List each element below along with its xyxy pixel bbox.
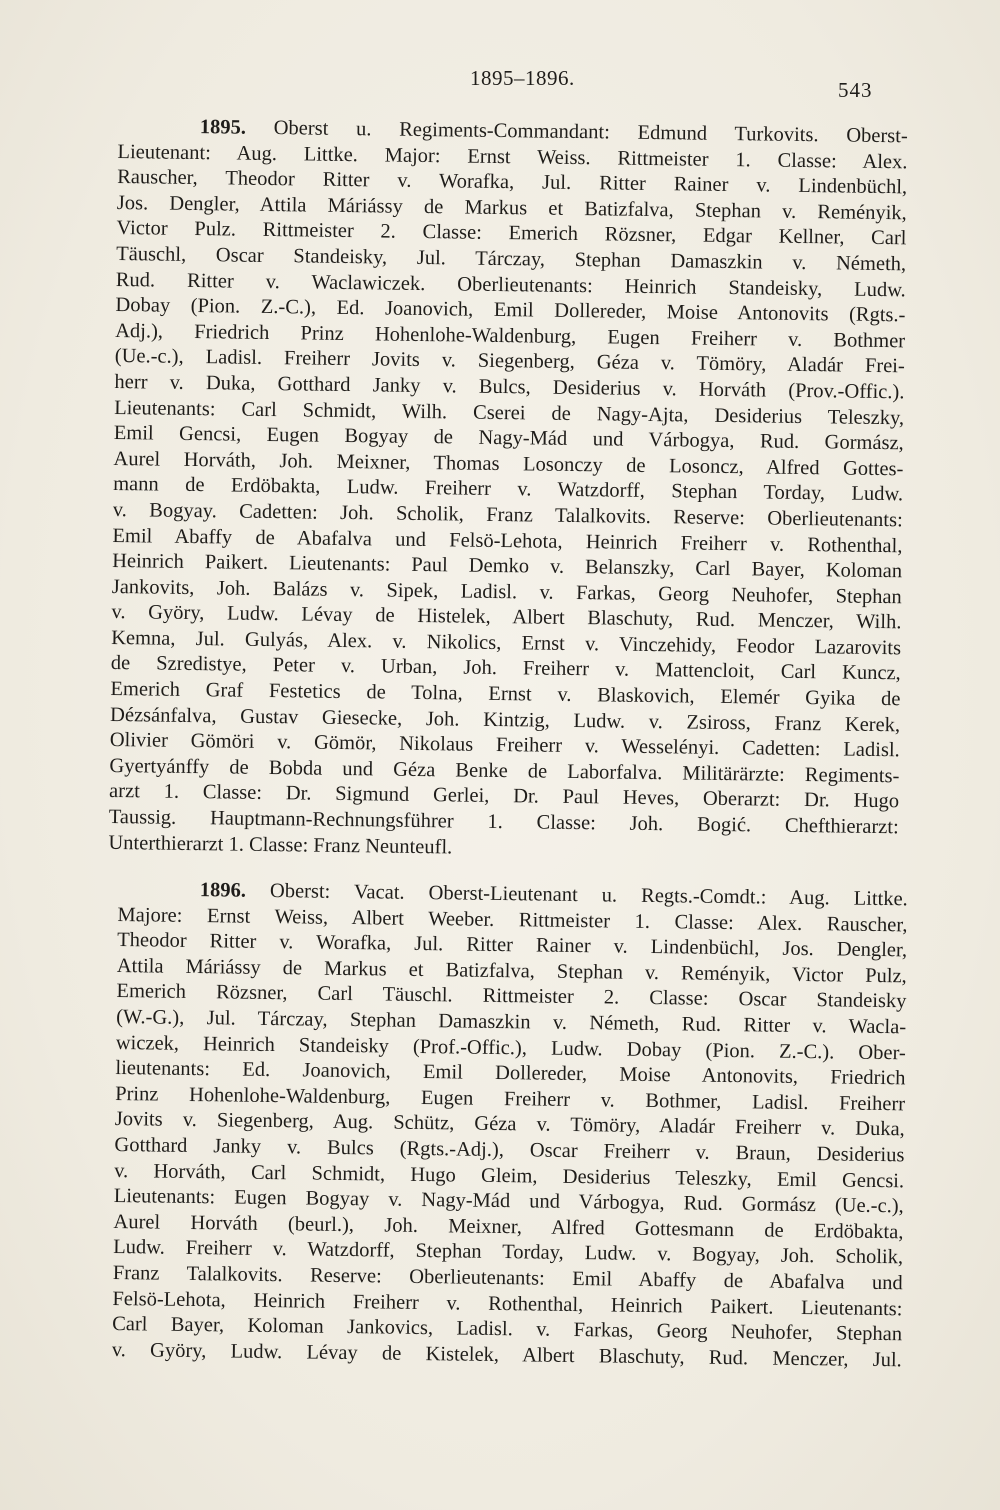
year-entry-1895: [108, 114, 908, 866]
page-number: 543: [838, 78, 873, 102]
text-line: arzt 1. Classe: Dr. Sigmund Gerlei, Dr. Paul Heves, Oberarzt: Dr. Hugo: [108, 780, 900, 813]
text-line: Adj.), Friedrich Prinz Hohenlohe-Waldenburg, Eugen Freiherr v. Bothmer: [115, 319, 906, 353]
text-line: Täuschl, Oscar Standeisky, Jul. Tárczay, Stephan Damaszkin v. Németh,: [116, 242, 907, 276]
text-line: Heinrich Paikert. Lieutenants: Paul Demko v. Belanszky, Carl Bayer, Koloman: [112, 550, 903, 583]
text-line: wiczek, Heinrich Standeisky (Prof.-Offic.), Ludw. Dobay (Pion. Z.-C.). Ober-: [115, 1031, 906, 1064]
text-line: (W.-G.), Jul. Tárczay, Stephan Damaszkin v. Németh, Rud. Ritter v. Wacla-: [116, 1005, 907, 1039]
text-line: Carl Bayer, Koloman Jankovics, Ladisl. v. Farkas, Georg Neuhofer, Stephan: [112, 1313, 903, 1346]
text-line: 1896. Oberst: Vacat. Oberst-Lieutenant u. Regts.-Comdt.: Aug. Littke.: [199, 879, 908, 911]
text-line: v. Horváth, Carl Schmidt, Hugo Gleim, Desiderius Teleszky, Emil Gencsi.: [114, 1159, 905, 1192]
text-line: Franz Talalkovits. Reserve: Oberlieutenants: Emil Abaffy de Abafalva und: [112, 1261, 903, 1295]
year-heading: 1896.: [199, 879, 247, 902]
text-line: lieutenants: Ed. Joanovich, Emil Dollereder, Moise Antonovits, Friedrich: [115, 1057, 906, 1090]
text-line: Olivier Gömöri v. Gömör, Nikolaus Freiherr v. Wesselényi. Cadetten: Ladisl.: [109, 729, 900, 762]
text-line: Emil Abaffy de Abafalva und Felsö-Lehota, Heinrich Freiherr v. Rothenthal,: [112, 524, 903, 557]
text-line: Unterthierarzt 1. Classe: Franz Neunteufl.: [108, 831, 453, 859]
text-line: Victor Pulz. Rittmeister 2. Classe: Emerich Rözsner, Edgar Kellner, Carl: [116, 217, 907, 250]
text-line: de Szredistye, Peter v. Urban, Joh. Freiherr v. Mattencloit, Carl Kuncz,: [110, 652, 901, 685]
text-line: Majore: Ernst Weiss, Albert Weeber. Rittmeister 1. Classe: Alex. Rauscher,: [117, 903, 908, 936]
text-line: Kemna, Jul. Gulyás, Alex. v. Nikolics, Ernst v. Vinczehidy, Feodor Lazarovits: [110, 626, 902, 660]
text-line: Jovits v. Siegenberg, Aug. Schütz, Géza v. Tömöry, Aladár Freiherr v. Duka,: [114, 1108, 905, 1141]
text-line: Emerich Graf Festetics de Tolna, Ernst v. Blaskovich, Elemér Gyika de: [110, 678, 901, 711]
text-line: Dobay (Pion. Z.-C.), Ed. Joanovich, Emil Dollereder, Moise Antonovits (Rgts.-: [115, 294, 906, 327]
text-line: Aurel Horváth (beurl.), Joh. Meixner, Alfred Gottesmann de Erdöbakta,: [113, 1210, 904, 1244]
text-line: herr v. Duka, Gotthard Janky v. Bulcs, Desiderius v. Horváth (Prov.-Offic.).: [114, 370, 905, 404]
text-line: Rud. Ritter v. Waclawiczek. Oberlieutenants: Heinrich Standeisky, Ludw.: [115, 268, 906, 301]
text-line: Lieutenant: Aug. Littke. Major: Ernst Weiss. Rittmeister 1. Classe: Alex.: [117, 140, 908, 173]
text-line: Jos. Dengler, Attila Máriássy de Markus et Batizfalva, Stephan v. Reményik,: [116, 191, 907, 225]
text-line: 1895. Oberst u. Regiments-Commandant: Edmund Turkovits. Oberst-: [199, 116, 908, 148]
text-line: Gyertyánffy de Bobda und Géza Benke de Laborfalva. Militärärzte: Regiments-: [109, 754, 900, 788]
text-line: mann de Erdöbakta, Ludw. Freiherr v. Watzdorff, Stephan Torday, Ludw.: [113, 473, 904, 506]
text-line: Jankovits, Joh. Balázs v. Sipek, Ladisl. v. Farkas, Georg Neuhofer, Stephan: [111, 575, 902, 608]
text-line: v. Györy, Ludw. Lévay de Kistelek, Albert Blaschuty, Rud. Menczer, Jul.: [111, 1338, 902, 1371]
running-head: [0, 66, 1000, 102]
year-heading: 1895.: [199, 116, 247, 139]
text-line: Taussig. Hauptmann-Rechnungsführer 1. Classe: Joh. Bogić. Chefthierarzt:: [108, 805, 899, 839]
text-line: Dézsánfalva, Gustav Giesecke, Joh. Kintzig, Ludw. v. Zsiross, Franz Kerek,: [109, 703, 901, 736]
text-line: Emil Gencsi, Eugen Bogyay de Nagy-Mád und Várbogya, Rud. Gormász,: [113, 422, 904, 455]
running-title: 1895–1896.: [470, 66, 575, 90]
text-line: v. Bogyay. Cadetten: Joh. Scholik, Franz Talalkovits. Reserve: Oberlieutenants:: [112, 498, 903, 532]
text-line: Aurel Horváth, Joh. Meixner, Thomas Losonczy de Losoncz, Alfred Gottes-: [113, 447, 904, 481]
text-line: Emerich Rözsner, Carl Täuschl. Rittmeister 2. Classe: Oscar Standeisky: [116, 980, 907, 1013]
text-line: Rauscher, Theodor Ritter v. Worafka, Jul. Ritter Rainer v. Lindenbüchl,: [117, 166, 908, 199]
text-line: Lieutenants: Eugen Bogyay v. Nagy-Mád und Várbogya, Rud. Gormász (Ue.-c.),: [113, 1185, 904, 1218]
text-line: Prinz Hohenlohe-Waldenburg, Eugen Freiherr v. Bothmer, Ladisl. Freiherr: [115, 1082, 906, 1116]
text-line: Attila Máriássy de Markus et Batizfalva, Stephan v. Reményik, Victor Pulz,: [116, 954, 907, 988]
text-line: Felsö-Lehota, Heinrich Freiherr v. Rothenthal, Heinrich Paikert. Lieutenants:: [112, 1287, 903, 1320]
text-line: Gotthard Janky v. Bulcs (Rgts.-Adj.), Oscar Freiherr v. Braun, Desiderius: [114, 1133, 905, 1167]
text-line: v. Györy, Ludw. Lévay de Histelek, Albert Blaschuty, Rud. Menczer, Wilh.: [111, 601, 902, 634]
text-line: Theodor Ritter v. Worafka, Jul. Ritter Rainer v. Lindenbüchl, Jos. Dengler,: [117, 929, 908, 962]
text-line: Ludw. Freiherr v. Watzdorff, Stephan Torday, Ludw. v. Bogyay, Joh. Scholik,: [113, 1236, 904, 1269]
text-line: (Ue.-c.), Ladisl. Freiherr Jovits v. Siegenberg, Géza v. Tömöry, Aladár Frei-: [114, 345, 905, 378]
text-line: Lieutenants: Carl Schmidt, Wilh. Cserei de Nagy-Ajta, Desiderius Teleszky,: [114, 396, 905, 429]
year-entry-1896: [112, 877, 908, 1374]
